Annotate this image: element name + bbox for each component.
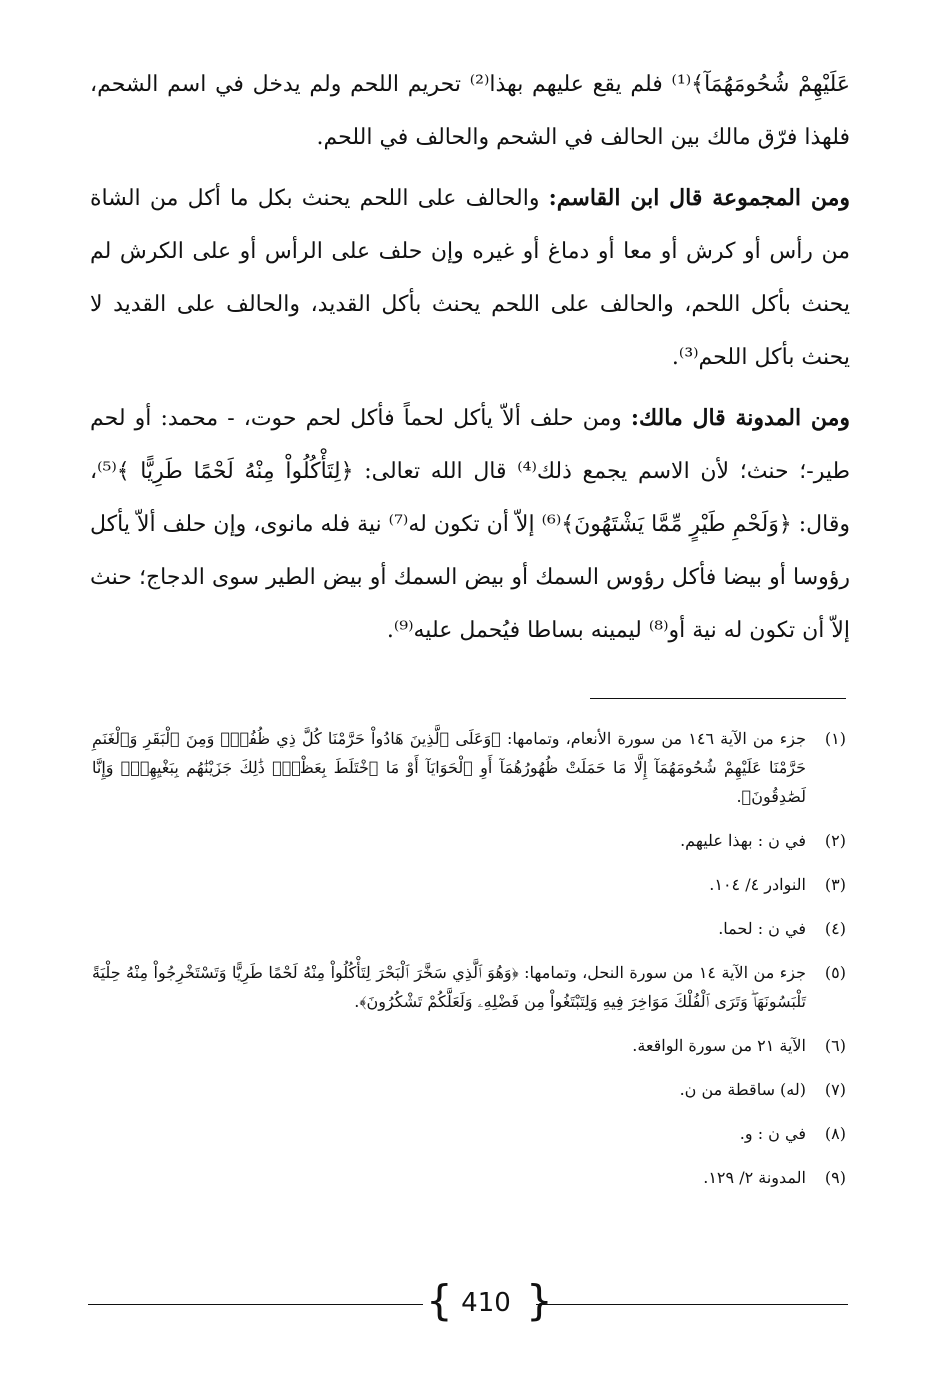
footnote-text: المدونة ٢/ ١٢٩. [703, 1168, 806, 1187]
footnote-9 [92, 1163, 846, 1192]
footnote-3 [92, 870, 846, 899]
paragraph-3-lead: ومن المدونة قال مالك: [630, 405, 850, 431]
footnote-5 [92, 958, 846, 1016]
footnote-text: النوادر ٤/ ١٠٤. [709, 875, 806, 894]
footnote-2 [92, 826, 846, 855]
footnote-text: جزء من الآية ١٤ من سورة النحل، وتمامها: ﴿وَهُوَ ٱلَّذِي سَخَّرَ ٱلْبَحْرَ لِتَأْكُلُواْ مِنْهُ لَحْمًا طَرِيًّا وَتَسْتَخْرِجُواْ مِنْهُ حِلْيَةً تَلْبَسُونَهَاۖ وَتَرَى ٱلْفُلْكَ مَوَاخِرَ فِيهِ وَلِتَبْتَغُواْ مِن فَضْلِهِۦ وَلَعَلَّكُمْ تَشْكُرُونَ﴾. [92, 963, 806, 1011]
footnote-number: (٢) [824, 831, 846, 850]
footer-rule-right [536, 1304, 848, 1305]
main-text [90, 58, 850, 665]
footnote-7 [92, 1075, 846, 1104]
footnote-1 [92, 724, 846, 811]
footnote-number: (٨) [824, 1124, 846, 1143]
paragraph-3 [90, 392, 850, 657]
footnote-divider [590, 698, 846, 699]
page-footer [88, 1276, 848, 1330]
footnote-number: (٦) [824, 1036, 846, 1055]
footnote-8 [92, 1119, 846, 1148]
footnote-number: (٧) [824, 1080, 846, 1099]
paragraph-2-text: والحالف على اللحم يحنث بكل ما أكل من الشاة من رأس أو كرش أو معا أو دماغ أو غيره وإن حلف على الرأس أو على الكرش لم يحنث بأكل اللحم، والحالف على اللحم يحنث بأكل القديد، والحالف على القديد لا يحنث بأكل اللحم⁽³⁾. [90, 186, 850, 370]
footnote-number: (٩) [824, 1168, 846, 1187]
footnote-text: في ن : بهذا عليهم. [680, 831, 806, 850]
footnote-text: الآية ٢١ من سورة الواقعة. [632, 1036, 806, 1055]
paragraph-2-lead: ومن المجموعة قال ابن القاسم: [548, 185, 850, 211]
paragraph-1-text: عَلَيْهِمْ شُحُومَهُمَآ﴾⁽¹⁾ فلم يقع عليهم بهذا⁽²⁾ تحريم اللحم ولم يدخل في اسم الشحم، فلهذا فرّق مالك بين الحالف في الشحم والحالف في اللحم. [90, 72, 851, 150]
footnote-number: (٣) [824, 875, 846, 894]
footnote-number: (١) [824, 729, 846, 748]
footnote-text: (له) ساقطة من ن. [679, 1080, 806, 1099]
footnote-text: في ن : و. [739, 1124, 806, 1143]
footnote-text: جزء من الآية ١٤٦ من سورة الأنعام، وتمامها: ﴿وَعَلَى ٱلَّذِينَ هَادُواْ حَرَّمْنَا كُلَّ ذِي ظُفُرٍۖ وَمِنَ ٱلْبَقَرِ وَٱلْغَنَمِ حَرَّمْنَا عَلَيْهِمْ شُحُومَهُمَآ إِلَّا مَا حَمَلَتْ ظُهُورُهُمَآ أَوِ ٱلْحَوَايَآ أَوْ مَا ٱخْتَلَطَ بِعَظْمٍۚ ذَٰلِكَ جَزَيْنَٰهُم بِبَغْيِهِمْۖ وَإِنَّا لَصَٰدِقُونَ﴾. [92, 729, 807, 806]
paragraph-1 [90, 58, 850, 164]
footnote-4 [92, 914, 846, 943]
footnote-6 [92, 1031, 846, 1060]
footnote-number: (٤) [824, 919, 846, 938]
paragraph-3-text: ومن حلف ألاّ يأكل لحماً فأكل لحم حوت، - محمد: أو لحم طير-؛ حنث؛ لأن الاسم يجمع ذلك⁽⁴⁾ قال الله تعالى: ﴿لِتَأْكُلُواْ مِنْهُ لَحْمًا طَرِيًّا ﴾⁽⁵⁾، وقال: ﴿وَلَحْمِ طَيْرٍ مِّمَّا يَشْتَهُونَ﴾⁽⁶⁾ إلاّ أن تكون له⁽⁷⁾ نية فله مانوى، وإن حلف ألاّ يأكل رؤوسا أو بيضا فأكل رؤوس السمك أو بيض السمك أو بيض الطير سوى الدجاج؛ حنث إلاّ أن تكون له نية أو⁽⁸⁾ ليمينه بساطا فيُحمل عليه⁽⁹⁾. [90, 406, 850, 643]
footer-rule-left [88, 1304, 423, 1305]
footnotes [92, 724, 846, 1207]
footnote-text: في ن : لحما. [718, 919, 806, 938]
right-brace-icon: } [526, 1276, 553, 1325]
page-number: 410 [461, 1288, 511, 1318]
paragraph-2 [90, 172, 850, 384]
left-brace-icon: { [426, 1276, 453, 1325]
footnote-number: (٥) [824, 963, 846, 982]
